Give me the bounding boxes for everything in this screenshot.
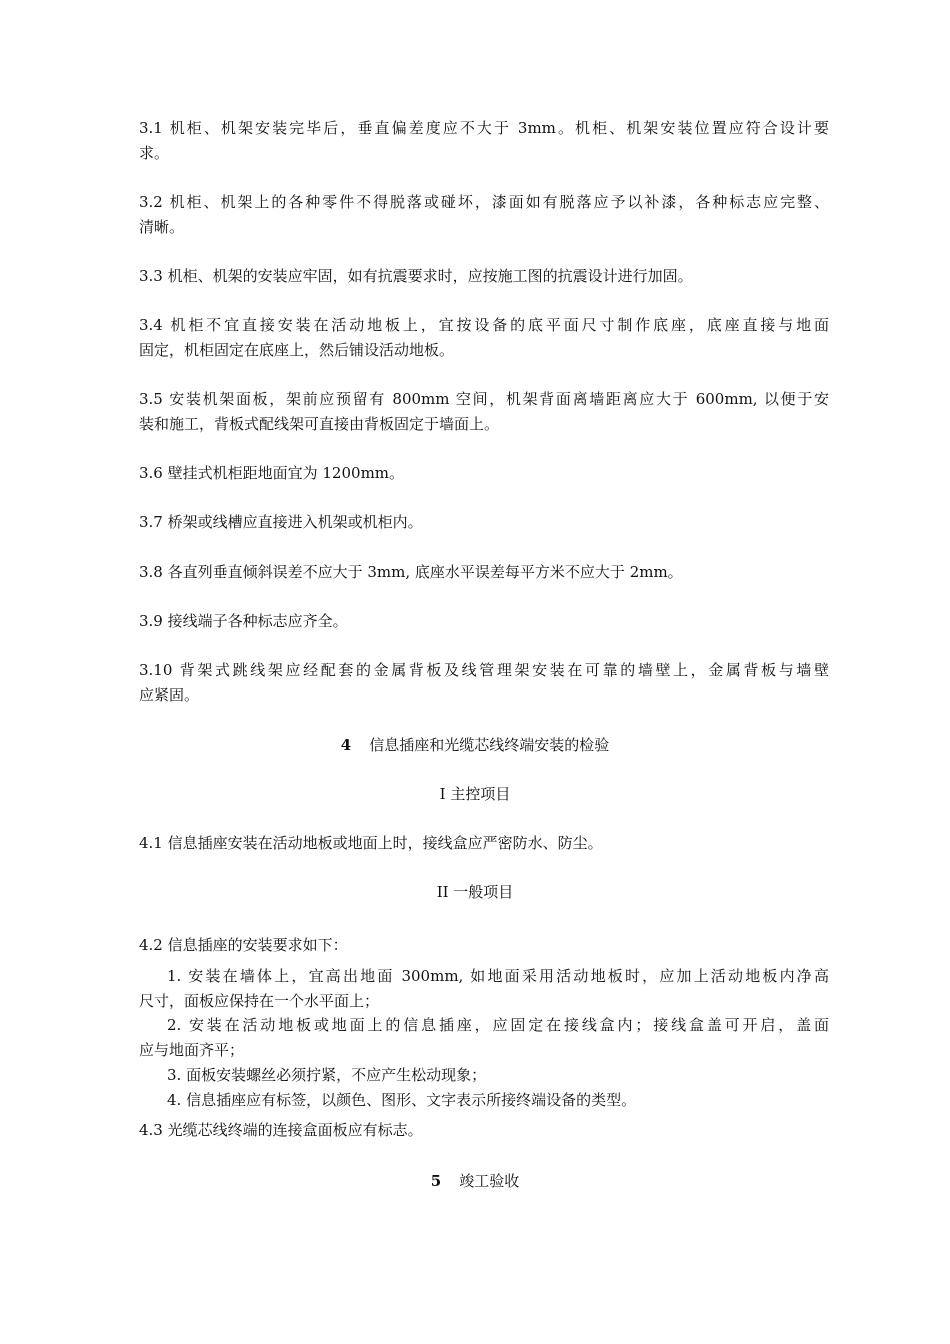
paragraph-3-2-line-2: 清晰。 [139, 218, 185, 236]
list-item-3: 3. 面板安装螺丝必须拧紧，不应产生松动现象； [167, 1066, 487, 1084]
section-5-title: 竣工验收 [459, 1172, 520, 1190]
paragraph-3-9: 3.9 接线端子各种标志应齐全。 [139, 612, 348, 630]
section-5-number: 5 [430, 1172, 442, 1190]
list-item-1-line-2: 尺寸，面板应保持在一个水平面上； [139, 992, 380, 1010]
section-5-heading [0, 1169, 950, 1194]
list-item-2-line-2: 应与地面齐平； [139, 1041, 245, 1059]
list-item-2-line-1: 2. 安装在活动地板或地面上的信息插座，应固定在接线盒内；接线盒盖可开启，盖面 [167, 1016, 829, 1034]
list-item-4: 4. 信息插座应有标签，以颜色、图形、文字表示所接终端设备的类型。 [167, 1091, 637, 1109]
paragraph-3-4-line-2: 固定，机柜固定在底座上，然后铺设活动地板。 [139, 341, 455, 359]
subheading-general-items: II 一般项目 [436, 883, 514, 901]
paragraph-3-5-line-2: 装和施工，背板式配线架可直接由背板固定于墙面上。 [139, 415, 500, 433]
paragraph-3-5-line-1: 3.5 安装机架面板，架前应预留有 800mm 空间，机架背面离墙距离应大于 600mm, 以便于安 [139, 390, 829, 408]
paragraph-3-1-line-1: 3.1 机柜、机架安装完毕后，垂直偏差度应不大于 3mm。机柜、机架安装位置应符合设计要 [139, 119, 829, 137]
paragraph-3-10-line-1: 3.10 背架式跳线架应经配套的金属背板及线管理架安装在可靠的墙壁上，金属背板与墙壁 [139, 661, 829, 679]
paragraph-3-2-line-1: 3.2 机柜、机架上的各种零件不得脱落或碰坏，漆面如有脱落应予以补漆，各种标志应完整、 [139, 193, 829, 211]
section-4-title: 信息插座和光缆芯线终端安装的检验 [369, 736, 610, 754]
paragraph-4-3: 4.3 光缆芯线终端的连接盒面板应有标志。 [139, 1121, 423, 1139]
subheading-main-items: I 主控项目 [439, 785, 511, 803]
paragraph-4-2: 4.2 信息插座的安装要求如下： [139, 936, 348, 954]
paragraph-3-10-line-2: 应紧固。 [139, 686, 200, 704]
paragraph-3-1-line-2: 求。 [139, 144, 170, 162]
paragraph-3-4-line-1: 3.4 机柜不宜直接安装在活动地板上，宜按设备的底平面尺寸制作底座，底座直接与地面 [139, 316, 829, 334]
list-item-1-line-1: 1. 安装在墙体上，宜高出地面 300mm, 如地面采用活动地板时，应加上活动地板内净高 [167, 967, 829, 985]
paragraph-3-7: 3.7 桥架或线槽应直接进入机架或机柜内。 [139, 513, 423, 531]
section-4-heading [0, 733, 950, 758]
paragraph-3-3: 3.3 机柜、机架的安装应牢固，如有抗震要求时，应按施工图的抗震设计进行加固。 [139, 267, 693, 285]
paragraph-3-6: 3.6 壁挂式机柜距地面宜为 1200mm。 [139, 464, 405, 482]
paragraph-4-1: 4.1 信息插座安装在活动地板或地面上时，接线盒应严密防水、防尘。 [139, 834, 603, 852]
section-4-number: 4 [340, 736, 352, 754]
paragraph-3-8: 3.8 各直列垂直倾斜误差不应大于 3mm, 底座水平误差每平方米不应大于 2mm。 [139, 563, 683, 581]
